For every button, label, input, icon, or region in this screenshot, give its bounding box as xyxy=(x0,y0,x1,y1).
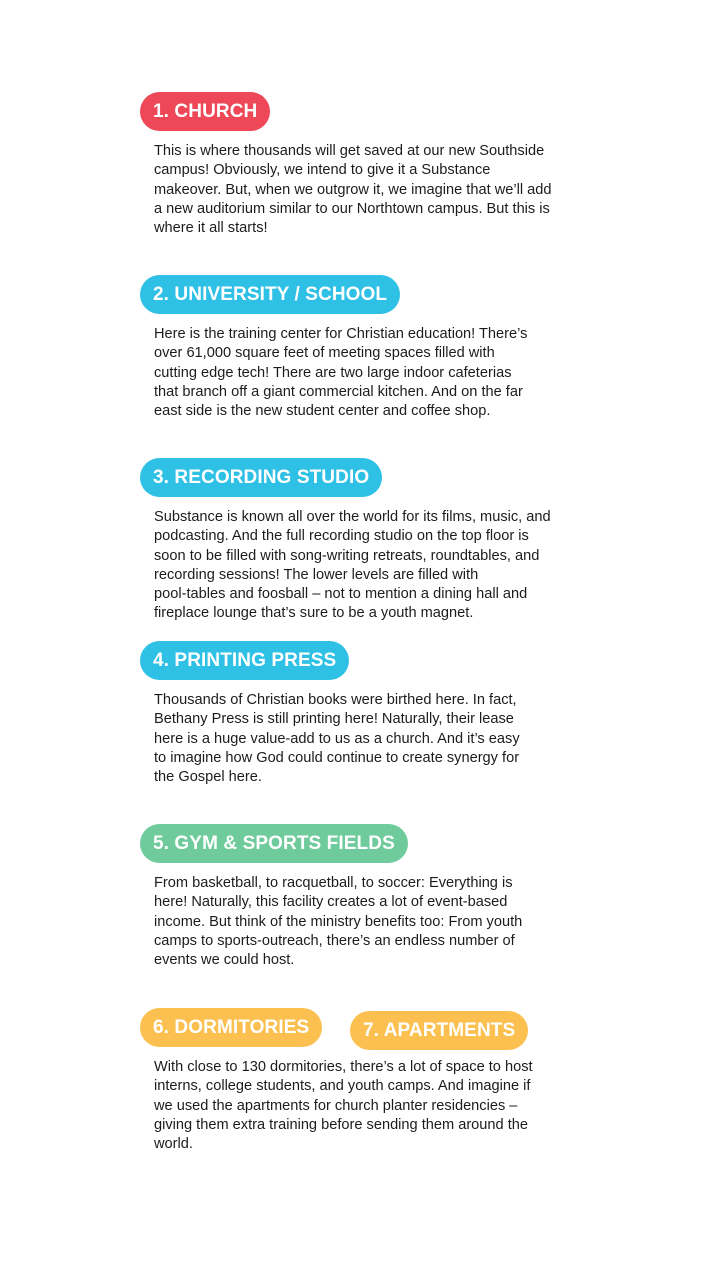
section-label-recording-studio: 3. RECORDING STUDIO xyxy=(140,458,382,497)
section-label-gym: 5. GYM & SPORTS FIELDS xyxy=(140,824,408,863)
section-text-gym: From basketball, to racquetball, to soccer: Everything is here! Naturally, this facility creates a lot of event-based income. But think of the ministry benefits too: From youth camps to sports-outreach, there’s an endless number of events we could host. xyxy=(154,875,523,969)
section-text-printing-press: Thousands of Christian books were birthed here. In fact, Bethany Press is still printing here! Naturally, their lease here is a huge value-add to us as a church. And it’s easy to imagine how God could continue to create synergy for the Gospel here. xyxy=(154,692,520,786)
section-label-dormitories: 6. DORMITORIES xyxy=(140,1008,322,1047)
section-label-printing-press: 4. PRINTING PRESS xyxy=(140,641,349,680)
section-text-university: Here is the training center for Christian education! There’s over 61,000 square feet of meeting spaces filled with cutting edge tech! There are two large indoor cafeterias that branch off a giant commercial kitchen. And on the far east side is the new student center and coffee shop. xyxy=(154,326,528,420)
section-text-recording-studio: Substance is known all over the world for its films, music, and podcasting. And the full recording studio on the top floor is soon to be filled with song-writing retreats, roundtables, and recording sessions! The lower levels are filled with pool-tables and foosball – not to mention a dining hall and fireplace lounge that’s sure to be a youth magnet. xyxy=(154,509,551,622)
section-label-church: 1. CHURCH xyxy=(140,92,270,131)
section-label-university: 2. UNIVERSITY / SCHOOL xyxy=(140,275,400,314)
section-text-dormitories: With close to 130 dormitories, there’s a lot of space to host interns, college students, and youth camps. And imagine if we used the apartments for church planter residencies – giving them extra training before sending them around the world. xyxy=(154,1059,533,1153)
section-text-church: This is where thousands will get saved at our new Southside campus! Obviously, we intend to give it a Substance makeover. But, when we outgrow it, we imagine that we’ll add a new auditorium similar to our Northtown campus. But this is where it all starts! xyxy=(154,143,552,237)
section-label-apartments: 7. APARTMENTS xyxy=(350,1011,528,1050)
